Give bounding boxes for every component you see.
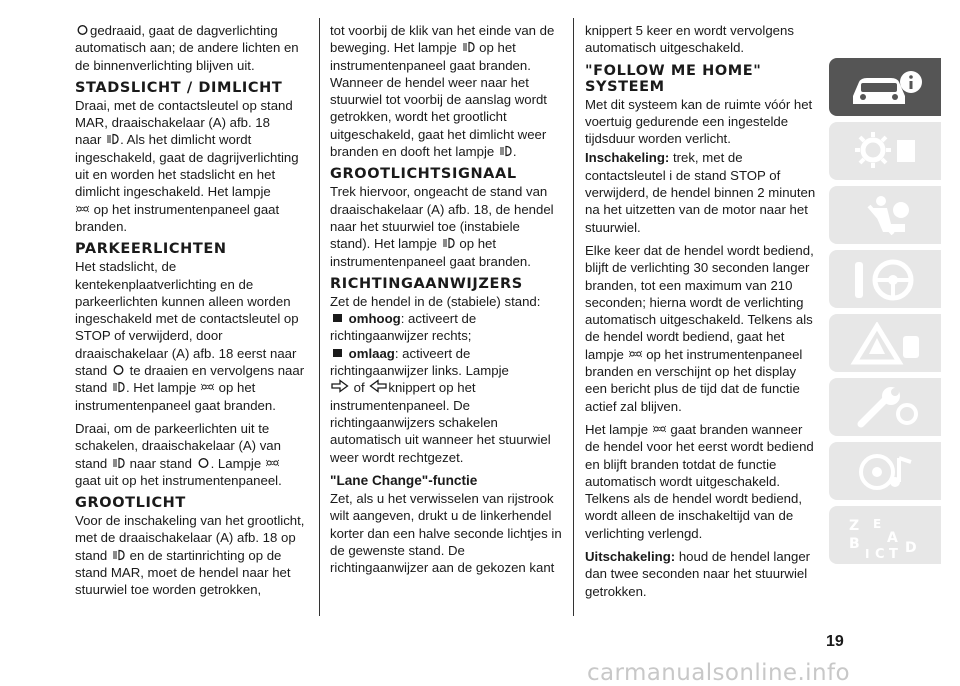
side-lights-icon <box>76 203 89 215</box>
paragraph: Zet, als u het verwisselen van rijstrook wilt aangeven, drukt u de linkerhendel korter dan een halve seconde lichtjes in de gewenste stand. De richtingaanwijzer aan de gekozen kant <box>330 491 562 576</box>
svg-text:A: A <box>887 530 898 546</box>
turn-right-icon <box>331 379 349 393</box>
airbag-icon <box>847 194 927 238</box>
paragraph: Voor de inschakeling van het grootlicht, met de draaischakelaar (A) afb. 18 op stand en de startinrichting op de stand MAR, moet de hendel naar het stuurwiel toe worden getrokken, <box>75 513 305 598</box>
alphabet-index-icon <box>847 514 927 558</box>
heading-richtingaanwijzers: RICHTINGAANWIJZERS <box>330 275 523 292</box>
svg-text:I: I <box>865 547 870 558</box>
tab-maintenance[interactable] <box>829 378 941 436</box>
bulb-icon <box>112 364 125 376</box>
main-beam-icon <box>499 145 512 157</box>
column-1 <box>75 22 307 605</box>
tab-airbag[interactable] <box>829 186 941 244</box>
heading-follow-me-home: "FOLLOW ME HOME" SYSTEEM <box>585 62 762 95</box>
chapter-tabs <box>829 58 941 570</box>
car-info-icon <box>847 66 927 110</box>
heading-grootlichtsignaal: GROOTLICHTSIGNAAL <box>330 166 517 183</box>
tab-index[interactable] <box>829 506 941 564</box>
dipped-beam-icon <box>112 549 125 561</box>
tab-car-info[interactable] <box>829 58 941 116</box>
bulb-icon <box>76 24 89 36</box>
key-steering-icon <box>847 258 927 302</box>
heading-lane-change: "Lane Change"-functie <box>330 472 478 488</box>
list-item: omlaag: activeert de richtingaanwijzer links. Lampje of knippert op het instrumentenpaneel. De richtingaanwijzers schakelen automatisch uit wanneer het stuurwiel weer wordt rechtgezet. <box>330 345 551 465</box>
svg-text:D: D <box>905 540 917 556</box>
paragraph: Het lampje gaat branden wanneer de hendel voor het eerst wordt bediend en blijft branden totdat de functie automatisch wordt uitgeschakeld. Telkens als de hendel wordt bediend, wordt alleen de inschakeltijd van de verlichting verlengd. <box>585 421 814 541</box>
emergency-triangle-icon <box>847 322 927 366</box>
dipped-beam-icon <box>112 381 125 393</box>
paragraph: knippert 5 keer en wordt vervolgens automatisch uitgeschakeld. <box>585 23 794 56</box>
main-beam-icon <box>442 237 455 249</box>
wrench-icon <box>847 386 927 430</box>
side-lights-icon <box>629 348 642 360</box>
dipped-beam-icon <box>112 457 125 469</box>
paragraph: Inschakeling: trek, met de contactsleutel i de stand STOP of verwijderd, de hendel binnen 2 minuten na het uitzetten van de motor naar het stuurwiel. <box>585 150 816 235</box>
bullet-square-icon <box>331 312 344 324</box>
column-divider <box>319 18 320 616</box>
paragraph: Het stadslicht, de kentekenplaatverlichting en de parkeerlichten kunnen alleen worden ingeschakeld met de contactsleutel op STOP of verwijderd, door draaischakelaar (A) afb. 18 eerst naar stand te draaien en vervolgens naar stand . Het lampje op het instrumentenpaneel gaat branden. <box>75 259 305 413</box>
heading-stadslicht: STADSLICHT / DIMLICHT <box>75 79 283 96</box>
tab-warning-lights[interactable] <box>829 122 941 180</box>
paragraph: Met dit systeem kan de ruimte vóór het voertuig gedurende een ingestelde tijdsduur worden verlicht. <box>585 96 813 147</box>
side-lights-icon <box>653 423 666 435</box>
paragraph: Elke keer dat de hendel wordt bediend, blijft de verlichting 30 seconden langer branden, tot een maximum van 210 seconden; hierna wordt de verlichting automatisch uitgeschakeld. Telkens als de hendel wordt bediend, gaat het lampje op het instrumentenpaneel branden en verschijnt op het display een bericht plus de tijd dat de functie actief zal blijven. <box>585 242 814 414</box>
tab-key-steering[interactable] <box>829 250 941 308</box>
bullet-square-icon <box>331 347 344 359</box>
paragraph: Draai, met de contactsleutel op stand MAR, draaischakelaar (A) afb. 18 naar . Als het dimlicht wordt ingeschakeld, gaat de dagrijverlichting uit en worden het stadslicht en het dimlicht ingeschakeld. Het lampje op het instrumentenpaneel gaat branden. <box>75 97 299 234</box>
paragraph: Zet de hendel in de (stabiele) stand: <box>330 293 541 309</box>
page-number: 19 <box>826 633 844 650</box>
heading-parkeerlichten: PARKEERLICHTEN <box>75 241 227 258</box>
tab-multimedia[interactable] <box>829 442 941 500</box>
main-beam-icon <box>462 41 475 53</box>
paragraph: Uitschakeling: houd de hendel langer dan twee seconden naar het stuurwiel getrokken. <box>585 549 811 599</box>
tab-emergency[interactable] <box>829 314 941 372</box>
side-lights-icon <box>201 381 214 393</box>
side-lights-icon <box>266 457 279 469</box>
list-item: omhoog: activeert de richtingaanwijzer rechts; <box>330 311 477 344</box>
paragraph: Draai, om de parkeerlichten uit te schakelen, draaischakelaar (A) van stand naar stand . Lampje gaat uit op het instrumentenpaneel. <box>75 420 282 488</box>
heading-grootlicht: GROOTLICHT <box>75 495 186 512</box>
paragraph: tot voorbij de klik van het einde van de beweging. Het lampje op het instrumentenpaneel gaat branden. Wanneer de hendel weer naar het stuurwiel tot voorbij de aanslag wordt getrokken, wordt het grootlicht uitgeschakeld, gaat het dimlicht weer branden en dooft het lampje . <box>330 23 555 160</box>
column-divider <box>573 18 574 616</box>
svg-text:T: T <box>889 547 898 558</box>
paragraph: gedraaid, gaat de dagverlichting automatisch aan; de andere lichten en de binnenverlichting blijven uit. <box>75 23 299 73</box>
svg-text:C: C <box>875 547 885 558</box>
svg-text:E: E <box>873 517 882 531</box>
bulb-icon <box>197 457 210 469</box>
watermark: carmanualsonline.info <box>587 660 850 686</box>
column-2 <box>330 22 562 583</box>
svg-text:B: B <box>849 536 860 552</box>
svg-text:Z: Z <box>849 518 860 534</box>
warning-lights-icon <box>847 130 927 174</box>
paragraph: Trek hiervoor, ongeacht de stand van draaischakelaar (A) afb. 18, de hendel naar het stuurwiel toe (instabiele stand). Het lampje op het instrumentenpaneel gaat branden. <box>330 184 554 269</box>
column-3 <box>585 22 819 606</box>
media-icon <box>847 450 927 494</box>
dipped-beam-icon <box>106 133 119 145</box>
turn-left-icon <box>369 379 387 393</box>
